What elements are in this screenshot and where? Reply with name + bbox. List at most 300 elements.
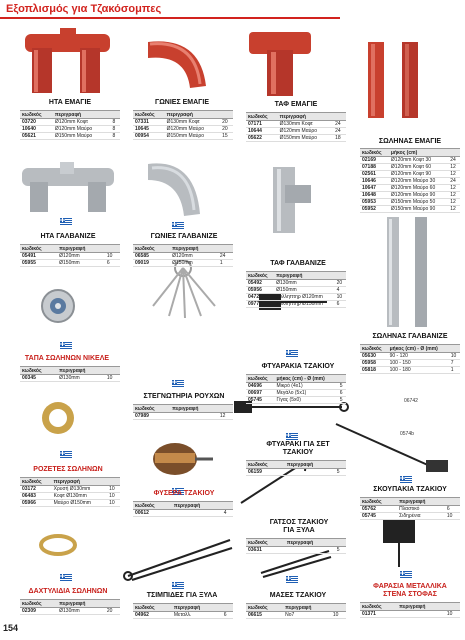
- table-cell: 7: [449, 360, 460, 367]
- title-ta-galvanize: ΗΤΑ ΓΑΛΒΑΝΙΖΕ: [40, 233, 96, 240]
- table-cell: 15: [220, 133, 233, 140]
- table-cell: Μεταλλ.: [172, 612, 222, 619]
- table-row: [20, 260, 120, 267]
- table-row: [133, 260, 233, 267]
- title-fysera: ΦΥΣΕΡΑ ΤΖΑΚΙΟΥ: [153, 490, 215, 497]
- table-row: [360, 185, 460, 192]
- title-taf-emagie: ΤΑΦ ΕΜΑΓΙΕ: [274, 101, 318, 108]
- table-row: [360, 360, 460, 367]
- table-cell: 24: [333, 128, 346, 135]
- title-tapa-solinon: ΤΑΠΑ ΣΩΛΗΝΩΝ ΝΙΚΕΛΕ: [24, 355, 110, 362]
- greek-flag-icon: [172, 222, 184, 230]
- table-cell: 00612: [133, 510, 172, 517]
- table-cell: 10: [449, 353, 460, 360]
- table-cell: 10: [107, 493, 120, 500]
- fysera-photo: [145, 435, 215, 485]
- table-cell: 20: [105, 608, 120, 615]
- steguistiria-photo: [145, 258, 220, 323]
- table-cell: 18: [333, 135, 346, 142]
- table-ta-galvanize: [20, 244, 120, 267]
- page-title: Εξοπλισμός για Τζακόσομπες: [6, 3, 162, 15]
- tsimpides-photo: [120, 530, 240, 585]
- table-row: [360, 157, 460, 164]
- table-cell: Συλληπτηρ Ø120mm: [274, 294, 334, 301]
- table-cell: Ø120mm: [170, 253, 218, 260]
- column-header: μήκος (cm) - Ø (mm): [388, 345, 449, 353]
- table-cell: 07989: [133, 413, 170, 420]
- column-header: [335, 539, 346, 547]
- table-cell: Ø150mm: [170, 260, 218, 267]
- table-cell: 00697: [246, 390, 275, 397]
- table-cell: 05958: [360, 360, 388, 367]
- table-row: [133, 253, 233, 260]
- table-cell: 8: [111, 119, 120, 126]
- table-cell: Ø120mm Μαύρο: [53, 126, 111, 133]
- table-row: [20, 608, 120, 615]
- table-cell: Ø150mm Μαύρο: [53, 133, 111, 140]
- column-header: κωδικός: [133, 604, 172, 612]
- ta-galvanize-photo: [18, 160, 118, 215]
- brush-code-label: 0574b: [400, 431, 414, 437]
- table-cell: Ø120mm Κοφτ 30: [389, 157, 448, 164]
- table-cell: 8: [111, 133, 120, 140]
- table-cell: 03172: [20, 486, 52, 493]
- greek-flag-icon: [286, 433, 298, 441]
- table-row: [20, 486, 120, 493]
- column-header: κωδικός: [360, 345, 388, 353]
- column-header: περιγραφή: [57, 367, 105, 375]
- column-header: [445, 603, 460, 611]
- table-cell: 12: [218, 413, 233, 420]
- table-row: [20, 253, 120, 260]
- table-cell: 90 - 120: [388, 353, 449, 360]
- column-header: περιγραφή: [172, 502, 222, 510]
- table-solinas-emagie: [360, 148, 460, 213]
- table-cell: 02169: [360, 157, 389, 164]
- column-header: [335, 461, 346, 469]
- column-header: κωδικός: [20, 600, 57, 608]
- column-header: περιγραφή: [274, 272, 334, 280]
- table-cell: 12: [448, 192, 460, 199]
- title-ta-emagie: ΗΤΑ ΕΜΑΓΙΕ: [48, 99, 92, 106]
- farasia-photo: [375, 515, 425, 570]
- column-header: [222, 604, 233, 612]
- table-cell: 10: [331, 612, 346, 619]
- ta-emagie-photo: [20, 26, 115, 96]
- column-header: [335, 272, 346, 280]
- table-cell: 03720: [20, 119, 53, 126]
- table-cell: 10: [105, 253, 120, 260]
- table-cell: [172, 510, 222, 517]
- table-cell: Ø130mm: [57, 608, 105, 615]
- table-cell: 04725: [246, 294, 274, 301]
- skoupakia-photo: [330, 418, 455, 478]
- table-cell: 6: [338, 390, 346, 397]
- solinas-galvanize-photo: [375, 215, 445, 330]
- column-header: [449, 345, 460, 353]
- table-cell: Γίγας (5x0): [275, 397, 338, 404]
- title-gonies-galvanize: ΓΩΝΙΕΣ ΓΑΛΒΑΝΙΖΕ: [150, 233, 218, 240]
- table-cell: 24: [448, 157, 460, 164]
- column-header: μήκος (cm): [389, 149, 448, 157]
- table-row: [360, 611, 460, 618]
- table-cell: 6: [335, 301, 346, 308]
- table-cell: Μικρό (4x1): [275, 383, 338, 390]
- table-taf-galvanize: [246, 271, 346, 308]
- column-header: κωδικός: [20, 245, 57, 253]
- column-header: περιγραφή: [172, 604, 222, 612]
- table-cell: 12: [448, 171, 460, 178]
- table-cell: 8: [111, 126, 120, 133]
- rozetes-photo: [40, 400, 76, 436]
- column-header: [105, 367, 120, 375]
- table-row: [360, 199, 460, 206]
- column-header: [448, 149, 460, 157]
- table-row: [133, 413, 233, 420]
- column-header: κωδικός: [133, 111, 165, 119]
- column-header: περιγραφή: [285, 539, 335, 547]
- table-cell: 05966: [20, 500, 52, 507]
- table-cell: Ø120mm Μαύρο 90: [389, 192, 448, 199]
- table-cell: 5: [335, 469, 346, 476]
- table-cell: Συλληπτηρ Ø150mm: [274, 301, 334, 308]
- table-cell: 05621: [20, 133, 53, 140]
- column-header: περιγραφή: [57, 245, 105, 253]
- table-row: [20, 375, 120, 382]
- gonies-emagie-photo: [140, 28, 225, 98]
- table-row: [246, 121, 346, 128]
- table-cell: 05745: [246, 397, 275, 404]
- table-row: [246, 280, 346, 287]
- table-cell: 05818: [360, 367, 388, 374]
- column-header: περιγραφή: [57, 600, 105, 608]
- title-taf-galvanize: ΤΑΦ ΓΑΛΒΑΝΙΖΕ: [270, 260, 326, 267]
- table-row: [246, 397, 346, 404]
- greek-flag-icon: [172, 380, 184, 388]
- table-cell: 05952: [360, 206, 389, 213]
- column-header: μήκος (cm) - Ø (mm): [275, 375, 338, 383]
- table-solinas-galvanize: [360, 344, 460, 374]
- table-cell: [285, 547, 335, 554]
- table-row: [246, 128, 346, 135]
- table-cell: 10645: [133, 126, 165, 133]
- table-cell: 07171: [246, 121, 278, 128]
- greek-flag-icon: [286, 576, 298, 584]
- table-cell: 05953: [360, 199, 389, 206]
- table-row: [133, 133, 233, 140]
- table-ftyaraki-set: [246, 460, 346, 476]
- table-row: [20, 126, 120, 133]
- table-cell: 24: [448, 178, 460, 185]
- column-header: κωδικός: [246, 604, 283, 612]
- column-header: [111, 111, 120, 119]
- table-mases: [246, 603, 346, 619]
- table-cell: 100 - 150: [388, 360, 449, 367]
- title-steguistiria: ΣΤΕΓΝΩΤΗΡΙΑ ΡΟΥΧΩΝ: [143, 393, 225, 400]
- table-row: [20, 500, 120, 507]
- column-header: περιγραφή: [165, 111, 221, 119]
- table-skoupakia: [360, 497, 460, 520]
- table-cell: 00954: [133, 133, 165, 140]
- column-header: [105, 245, 120, 253]
- table-cell: Ø150mm Μαύρο 50: [389, 199, 448, 206]
- table-cell: 05955: [20, 260, 57, 267]
- table-cell: Ø120mm Κοφτ 90: [389, 171, 448, 178]
- table-cell: Κοφτ Ø130mm: [52, 493, 108, 500]
- column-header: κωδικός: [20, 367, 57, 375]
- table-cell: 24: [218, 253, 233, 260]
- table-cell: 04962: [133, 612, 172, 619]
- table-row: [360, 513, 460, 520]
- table-cell: 1: [449, 367, 460, 374]
- table-row: [246, 547, 346, 554]
- table-cell: Ø120mm Μαύρο 30: [389, 178, 448, 185]
- column-header: κωδικός: [246, 461, 285, 469]
- table-row: [246, 135, 346, 142]
- table-cell: [285, 469, 335, 476]
- table-cell: 12: [448, 185, 460, 192]
- greek-flag-icon: [60, 342, 72, 350]
- table-cell: Ø150mm Μαύρο 90: [389, 206, 448, 213]
- column-header: κωδικός: [133, 502, 172, 510]
- greek-flag-icon: [60, 574, 72, 582]
- table-cell: 10: [445, 513, 460, 520]
- title-farasia: ΦΑΡΑΣΙΑ ΜΕΤΑΛΛΙΚΑ ΣΤΕΝΑ ΣΤΟΦΑΣ: [373, 583, 447, 598]
- table-cell: 03631: [246, 547, 285, 554]
- table-cell: Ø120mm Κοφτ 60: [389, 164, 448, 171]
- table-cell: Ø120mm Μαύρο 60: [389, 185, 448, 192]
- greek-flag-icon: [60, 451, 72, 459]
- column-header: κωδικός: [133, 245, 170, 253]
- table-cell: 07331: [133, 119, 165, 126]
- table-cell: Ø130mm: [274, 280, 334, 287]
- table-cell: 05956: [246, 287, 274, 294]
- table-cell: Ø130mm Κοφτ: [278, 121, 334, 128]
- table-cell: Μαύρο Ø150mm: [52, 500, 108, 507]
- solinas-emagie-photo: [350, 40, 450, 120]
- table-row: [133, 126, 233, 133]
- title-solinas-emagie: ΣΩΛΗΝΑΣ ΕΜΑΓΙΕ: [378, 138, 442, 145]
- table-cell: 4: [335, 287, 346, 294]
- table-row: [246, 469, 346, 476]
- table-row: [246, 287, 346, 294]
- column-header: κωδικός: [133, 405, 170, 413]
- table-cell: 10: [107, 500, 120, 507]
- column-header: περιγραφή: [397, 603, 445, 611]
- column-header: κωδικός: [20, 478, 52, 486]
- column-header: κωδικός: [246, 272, 274, 280]
- table-cell: Ø120mm: [57, 253, 105, 260]
- table-cell: 20: [220, 119, 233, 126]
- col-description: περιγραφή: [53, 111, 111, 119]
- table-cell: Χρυσή Ø130mm: [52, 486, 108, 493]
- greek-flag-icon: [60, 218, 72, 226]
- table-gatsos: [246, 538, 346, 554]
- column-header: [220, 111, 233, 119]
- table-cell: 5: [338, 383, 346, 390]
- column-header: κωδικός: [360, 603, 397, 611]
- title-ftyarakia: ΦΤΥΑΡΑΚΙΑ ΤΖΑΚΙΟΥ: [261, 363, 335, 370]
- table-cell: 12: [448, 164, 460, 171]
- table-cell: 10640: [20, 126, 53, 133]
- table-cell: 10: [335, 294, 346, 301]
- greek-flag-icon: [400, 476, 412, 484]
- table-row: [133, 119, 233, 126]
- table-row: [360, 178, 460, 185]
- table-cell: No7: [283, 612, 331, 619]
- table-cell: 5: [335, 547, 346, 554]
- column-header: κωδικός: [246, 113, 278, 121]
- table-cell: Ø150mm: [274, 287, 334, 294]
- table-cell: 02309: [20, 608, 57, 615]
- column-header: περιγραφή: [52, 478, 108, 486]
- greek-flag-icon: [400, 571, 412, 579]
- table-daktylidia: [20, 599, 120, 615]
- table-cell: 6: [222, 612, 233, 619]
- table-cell: 09019: [133, 260, 170, 267]
- title-mases: ΜΑΣΕΣ ΤΖΑΚΙΟΥ: [269, 592, 327, 599]
- table-cell: Ø150mm Μαύρο: [278, 135, 334, 142]
- table-row: [246, 383, 346, 390]
- table-gonies-galvanize: [133, 244, 233, 267]
- table-row: [20, 119, 120, 126]
- table-cell: 06483: [20, 493, 52, 500]
- table-cell: 05491: [20, 253, 57, 260]
- table-tapa-solinon: [20, 366, 120, 382]
- table-cell: 02561: [360, 171, 389, 178]
- table-cell: 05745: [360, 513, 397, 520]
- table-row: [360, 353, 460, 360]
- greek-flag-icon: [172, 582, 184, 590]
- column-header: [222, 502, 233, 510]
- column-header: [105, 600, 120, 608]
- column-header: κωδικός: [246, 539, 285, 547]
- title-rozetes: ΡΟΖΕΤΕΣ ΣΩΛΗΝΩΝ: [33, 466, 103, 473]
- table-row: [20, 493, 120, 500]
- table-cell: 6: [445, 506, 460, 513]
- page-header: [0, 0, 465, 20]
- table-cell: 05492: [246, 280, 274, 287]
- table-cell: 06585: [133, 253, 170, 260]
- title-tsimpides: ΤΣΙΜΠΙΔΕΣ ΓΙΑ ΞΥΛΑ: [146, 592, 218, 599]
- table-cell: Σιδηρένια: [397, 513, 445, 520]
- table-cell: 12: [448, 206, 460, 213]
- table-cell: 100 - 180: [388, 367, 449, 374]
- table-row: [360, 367, 460, 374]
- table-cell: [170, 413, 218, 420]
- table-cell: Ø120mm Μαύρο: [278, 128, 334, 135]
- daktylidia-photo: [38, 530, 78, 560]
- column-header: [218, 405, 233, 413]
- table-cell: 10644: [246, 128, 278, 135]
- table-ta-emagie: [20, 110, 120, 140]
- table-cell: 07188: [360, 164, 389, 171]
- table-cell: Πλαστικό: [397, 506, 445, 513]
- title-ftyaraki-set: ΦΤΥΑΡΑΚΙ ΓΙΑ ΣΕΤ ΤΖΑΚΙΟΥ: [266, 441, 330, 456]
- table-cell: 06615: [246, 612, 283, 619]
- table-rozetes: [20, 477, 120, 507]
- table-cell: 4: [222, 510, 233, 517]
- table-cell: 10646: [360, 178, 389, 185]
- column-header: [338, 375, 346, 383]
- table-cell: 05630: [360, 353, 388, 360]
- table-cell: 20: [220, 126, 233, 133]
- table-row: [360, 171, 460, 178]
- table-cell: Ø150mm: [57, 260, 105, 267]
- column-header: [331, 604, 346, 612]
- taf-galvanize-photo: [255, 165, 315, 235]
- table-cell: 05622: [246, 135, 278, 142]
- table-cell: 10: [105, 375, 120, 382]
- table-taf-emagie: [246, 112, 346, 142]
- table-ftyarakia: [246, 374, 346, 404]
- column-header: κωδικός: [246, 375, 275, 383]
- table-farasia: [360, 602, 460, 618]
- column-header: κωδικός: [360, 149, 389, 157]
- table-cell: Ø130mm Κοφτ: [165, 119, 221, 126]
- table-cell: 01371: [360, 611, 397, 618]
- table-fysera: [133, 501, 233, 517]
- column-header: περιγραφή: [285, 461, 335, 469]
- table-row: [360, 206, 460, 213]
- table-tsimpides: [133, 603, 233, 619]
- table-row: [360, 506, 460, 513]
- table-cell: 10647: [360, 185, 389, 192]
- column-header: κωδικός: [360, 498, 397, 506]
- taf-emagie-photo: [245, 26, 315, 98]
- title-daktylidia: ΔΑΧΤΥΛΙΔΙΑ ΣΩΛΗΝΩΝ: [28, 588, 108, 595]
- table-cell: 09776: [246, 301, 274, 308]
- table-cell: 06159: [246, 469, 285, 476]
- title-gatsos: ΓΑΤΣΟΣ ΤΖΑΚΙΟΥ ΓΙΑ ΞΥΛΑ: [269, 519, 329, 534]
- column-header: περιγραφή: [170, 245, 218, 253]
- column-header: περιγραφή: [278, 113, 334, 121]
- page-number: 154: [3, 623, 19, 633]
- table-row: [360, 164, 460, 171]
- table-cell: [397, 611, 445, 618]
- table-row: [133, 510, 233, 517]
- column-header: [333, 113, 346, 121]
- table-cell: Ø150mm Μαύρο: [165, 133, 221, 140]
- col-code: κωδικός: [20, 111, 53, 119]
- table-cell: Ø130mm: [57, 375, 105, 382]
- table-row: [246, 294, 346, 301]
- gonies-galvanize-photo: [140, 150, 215, 222]
- table-cell: 10: [445, 611, 460, 618]
- title-skoupakia: ΣΚΟΥΠΑΚΙΑ ΤΖΑΚΙΟΥ: [373, 486, 447, 493]
- table-cell: 5: [338, 397, 346, 404]
- table-cell: 6: [105, 260, 120, 267]
- header-rule: [0, 17, 340, 19]
- column-header: [218, 245, 233, 253]
- column-header: περιγραφή: [170, 405, 218, 413]
- table-row: [20, 133, 120, 140]
- table-cell: 20: [335, 280, 346, 287]
- table-row: [246, 301, 346, 308]
- table-cell: Ø120mm Μαύρο: [165, 126, 221, 133]
- title-gonies-emagie: ΓΩΝΙΕΣ ΕΜΑΓΙΕ: [154, 99, 209, 106]
- table-cell: 1: [218, 260, 233, 267]
- column-header: [445, 498, 460, 506]
- column-header: περιγραφή: [283, 604, 331, 612]
- table-cell: 00345: [20, 375, 57, 382]
- table-cell: 04696: [246, 383, 275, 390]
- table-cell: 10: [107, 486, 120, 493]
- table-cell: 10648: [360, 192, 389, 199]
- table-row: [133, 612, 233, 619]
- table-row: [246, 612, 346, 619]
- greek-flag-icon: [286, 350, 298, 358]
